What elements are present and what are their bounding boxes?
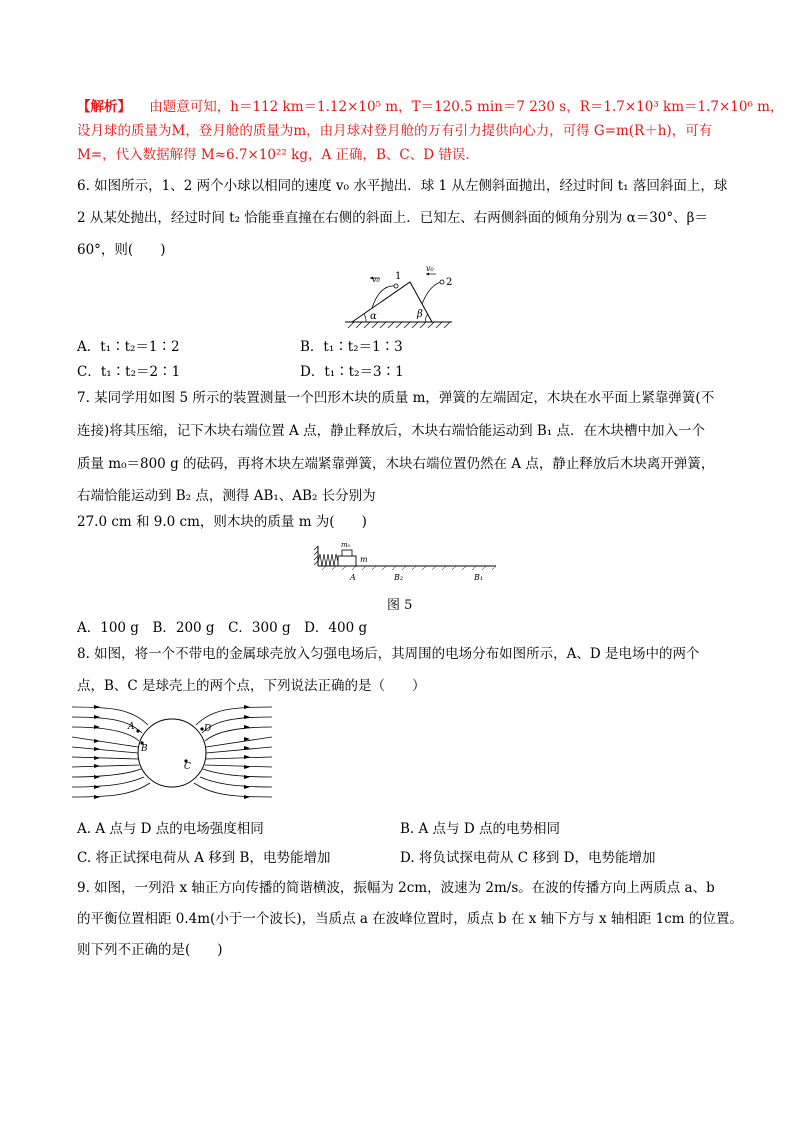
q9-line-1: 9. 如图，一列沿 x 轴正方向传播的简谐横波，振幅为 2cm，波速为 2m/s。在波的传播方向上两质点 a、b bbox=[77, 880, 715, 896]
q7-point-b1-label: B₁ bbox=[474, 573, 484, 582]
analysis-line-3: M=，代入数据解得 M≈6.7×10²² kg，A 正确，B、C、D 错误. bbox=[77, 147, 470, 163]
q6-option-a: A．t₁∶t₂＝1∶2 bbox=[77, 339, 180, 355]
q7-line-1: 7. 某同学用如图 5 所示的装置测量一个凹形木块的质量 m，弹簧的左端固定，木块在水平面上紧靠弹簧(不 bbox=[77, 390, 715, 406]
q6-ball1-label: 1 bbox=[395, 271, 402, 282]
q7-spring-figure bbox=[312, 536, 502, 586]
q8-field-figure bbox=[72, 703, 272, 809]
q7-line-5: 27.0 cm 和 9.0 cm，则木块的质量 m 为( ) bbox=[77, 514, 367, 530]
q6-line-2: 2 从某处抛出，经过时间 t₂ 恰能垂直撞在右侧的斜面上．已知左、右两侧斜面的倾角分别为 α＝30°、β＝ bbox=[77, 210, 708, 226]
analysis-line-2: 设月球的质量为M，登月舱的质量为m，由月球对登月舱的万有引力提供向心力，可得 G=m(R＋h)，可有 bbox=[77, 123, 713, 139]
q6-option-d: D．t₁∶t₂＝3∶1 bbox=[300, 364, 404, 380]
q9-line-2: 的平衡位置相距 0.4m(小于一个波长)，当质点 a 在波峰位置时，质点 b 在 x 轴下方与 x 轴相距 1cm 的位置。 bbox=[77, 911, 743, 927]
analysis-line-1 bbox=[77, 97, 783, 117]
ball-1 bbox=[394, 284, 398, 288]
ball-2 bbox=[440, 280, 444, 284]
q6-v0-right-label: v₀ bbox=[426, 264, 434, 273]
q7-point-a-label: A bbox=[350, 573, 356, 582]
q8-point-d-label: D bbox=[204, 724, 212, 734]
q8-point-b-label: B bbox=[141, 744, 148, 754]
q8-option-b: B. A 点与 D 点的电势相同 bbox=[400, 821, 560, 837]
q8-line-2: 点，B、C 是球壳上的两个点，下列说法正确的是（ ） bbox=[77, 678, 426, 694]
q7-options: A．100 g B．200 g C．300 g D．400 g bbox=[77, 620, 368, 636]
q8-option-d: D. 将负试探电荷从 C 移到 D，电势能增加 bbox=[400, 850, 656, 866]
q6-v0-left-label: v₀ bbox=[372, 275, 380, 284]
q7-figure-caption: 图 5 bbox=[387, 598, 413, 613]
q8-point-c-label: C bbox=[184, 762, 191, 772]
q6-alpha-label: α bbox=[370, 311, 377, 322]
q6-beta-label: β bbox=[417, 309, 423, 320]
metal-sphere bbox=[138, 719, 206, 787]
q6-option-c: C．t₁∶t₂＝2∶1 bbox=[77, 364, 181, 380]
q6-option-b: B．t₁∶t₂＝1∶3 bbox=[300, 339, 403, 355]
q6-line-1: 6. 如图所示，1、2 两个小球以相同的速度 v₀ 水平抛出．球 1 从左侧斜面抛出，经过时间 t₁ 落回斜面上，球 bbox=[77, 178, 728, 194]
q7-line-4: 右端恰能运动到 B₂ 点，测得 AB₁、AB₂ 长分别为 bbox=[77, 488, 376, 504]
q7-line-2: 连接)将其压缩，记下木块右端位置 A 点，静止释放后，木块右端恰能运动到 B₁ 点．在木块槽中加入一个 bbox=[77, 423, 706, 439]
q7-line-3: 质量 m₀＝800 g 的砝码，再将木块左端紧靠弹簧，木块右端位置仍然在 A 点，静止释放后木块离开弹簧， bbox=[77, 456, 715, 472]
q6-line-3: 60°，则( ) bbox=[77, 242, 166, 258]
q9-line-3: 则下列不正确的是( ) bbox=[77, 942, 223, 958]
q8-point-a-label: A bbox=[128, 722, 135, 732]
analysis-tag: 【解析】 bbox=[77, 99, 131, 115]
q7-m-label: m bbox=[360, 555, 368, 564]
q6-ball2-label: 2 bbox=[446, 277, 453, 288]
q8-line-1: 8. 如图，将一个不带电的金属球壳放入匀强电场后，其周围的电场分布如图所示，A、D 是电场中的两个 bbox=[77, 646, 700, 662]
q7-point-b2-label: B₂ bbox=[394, 573, 404, 582]
q8-option-c: C. 将正试探电荷从 A 移到 B，电势能增加 bbox=[77, 850, 331, 866]
q8-option-a: A. A 点与 D 点的电场强度相同 bbox=[77, 821, 264, 837]
analysis-text-1: 由题意可知，h＝112 km＝1.12×10⁵ m，T＝120.5 min＝7 230 s，R＝1.7×10³ km＝1.7×10⁶ m， bbox=[149, 99, 784, 115]
q7-m0-label: m₀ bbox=[341, 541, 351, 549]
q6-slope-figure bbox=[340, 262, 470, 328]
